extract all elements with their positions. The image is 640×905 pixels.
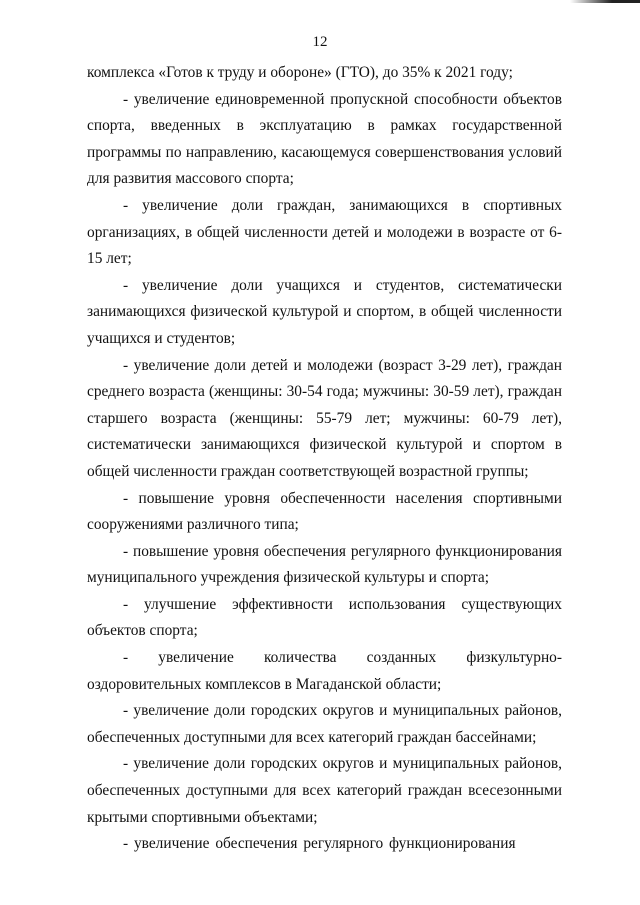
list-item: - улучшение эффективности использования существующих объектов спорта; <box>87 595 562 640</box>
scan-edge-mark <box>570 0 640 3</box>
list-item: - повышение уровня обеспеченности населения спортивными сооружениями различного типа; <box>87 489 562 534</box>
page-number: 12 <box>312 34 328 50</box>
list-item: - повышение уровня обеспечения регулярного функционирования муниципального учреждения физической культуры и спорта; <box>87 542 562 587</box>
paragraph-continued: комплекса «Готов к труду и обороне» (ГТО), до 35% к 2021 году; <box>87 64 513 81</box>
list-item: - увеличение доли городских округов и муниципальных районов, обеспеченных доступными для всех категорий граждан бассейнами; <box>87 702 562 746</box>
list-item: - увеличение доли граждан, занимающихся в спортивных организациях, в общей численности детей и молодежи в возрасте от 6-15 лет; <box>87 196 562 268</box>
list-item: - увеличение доли учащихся и студентов, систематически занимающихся физической культурой и спортом, в общей численности учащихся и студентов; <box>87 276 562 347</box>
list-item: - увеличение количества созданных физкультурно-оздоровительных комплексов в Магаданской области; <box>87 649 562 693</box>
list-item: - увеличение доли детей и молодежи (возраст 3-29 лет), граждан среднего возраста (женщины: 30-54 года; мужчины: 30-59 лет), граждан старшего возраста (женщины: 55-79 лет; мужчины: 60-79 лет), систематически занимающихся физической культурой и спортом в общей численности граждан соответствующей возрастной группы; <box>87 356 562 480</box>
document-body <box>87 60 562 858</box>
list-item: - увеличение единовременной пропускной способности объектов спорта, введенных в эксплуатацию в рамках государственной программы по направлению, касающемуся совершенствования условий для развития массового спорта; <box>87 90 562 188</box>
list-item: - увеличение доли городских округов и муниципальных районов, обеспеченных доступными для всех категорий граждан всесезонными крытыми спортивными объектами; <box>87 755 562 826</box>
list-item: - увеличение обеспечения регулярного функционирования <box>123 835 516 853</box>
